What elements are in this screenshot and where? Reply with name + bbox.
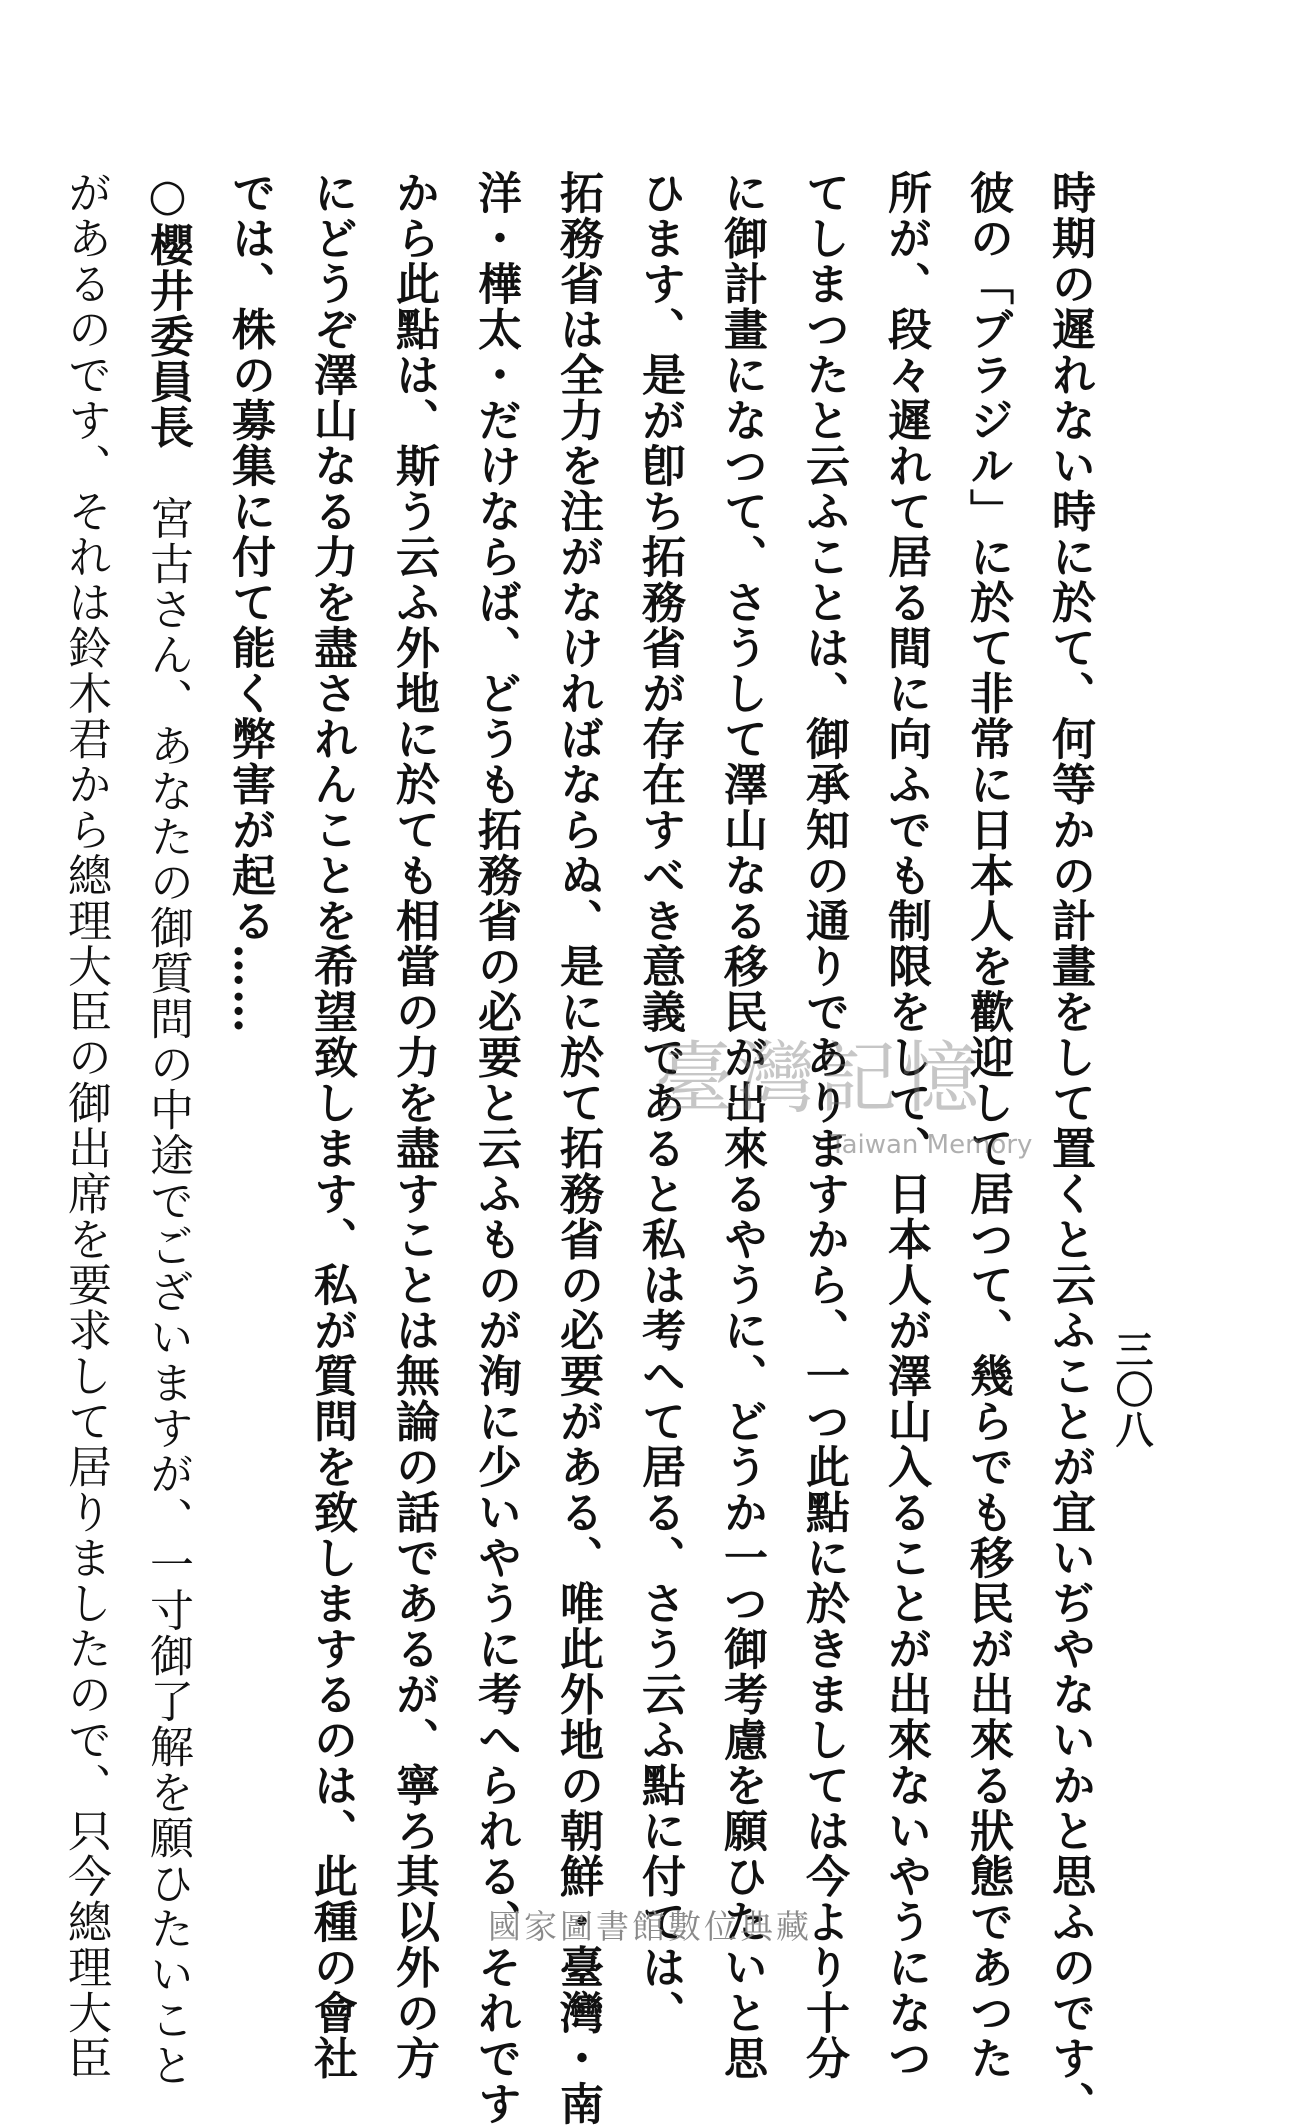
- text-column: てしまつたと云ふことは、御承知の通りでありますから、一つ此點に於きましては今より十分: [798, 170, 849, 2081]
- text-column: ひます、是が卽ち拓務省が存在すべき意義であると私は考へて居る、さう云ふ點に付ては、: [634, 170, 685, 2036]
- speech-text: 宮古さん、あなたの御質問の中途でございますが、一寸御了解を願ひたいこと: [142, 495, 193, 2088]
- footer-credit: 國家圖書館數位典藏: [488, 1907, 812, 1946]
- text-column: から此點は、斯う云ふ外地に於ても相當の力を盡すことは無論の話であるが、寧ろ其以外の方: [388, 170, 439, 2081]
- text-column: 拓務省は全力を注がなければならぬ、是に於て拓務省の必要がある、唯此外地の朝鮮・臺灣・南: [552, 170, 603, 2127]
- text-column: があるのです、それは鈴木君から總理大臣の御出席を要求して居りましたので、只今總理大臣: [60, 170, 111, 2081]
- text-column: 所が、段々遲れて居る間に向ふでも制限をして、日本人が澤山入ることが出來ないやうになつ: [880, 170, 931, 2081]
- text-column: では、株の募集に付て能く弊害が起る……: [224, 170, 275, 1035]
- watermark-logo: 臺灣記憶: [655, 1034, 984, 1124]
- text-column: にどうぞ澤山なる力を盡されんことを希望致します、私が質問を致しまするのは、此種の會社: [306, 170, 357, 2081]
- text-column: 彼の「ブラジル」に於て非常に日本人を歡迎して居つて、幾らでも移民が出來る狀態であつた: [962, 170, 1013, 2081]
- page-number: 三〇八: [1109, 1330, 1154, 1450]
- speaker-label: ○櫻井委員長: [142, 170, 193, 450]
- text-column: 時期の遲れない時に於て、何等かの計畫をして置くと云ふことが宜いぢやないかと思ふのです、: [1044, 170, 1095, 2127]
- watermark-subtitle: Taiwan Memory: [830, 1130, 1033, 1160]
- text-column: に御計畫になつて、さうして澤山なる移民が出來るやうに、どうか一つ御考慮を願ひたいと思: [716, 170, 767, 2081]
- text-column: 洋・樺太・だけならば、どうも拓務省の必要と云ふものが洵に少いやうに考へられる、それです: [470, 170, 521, 2127]
- text-column-speaker: [126, 170, 208, 2088]
